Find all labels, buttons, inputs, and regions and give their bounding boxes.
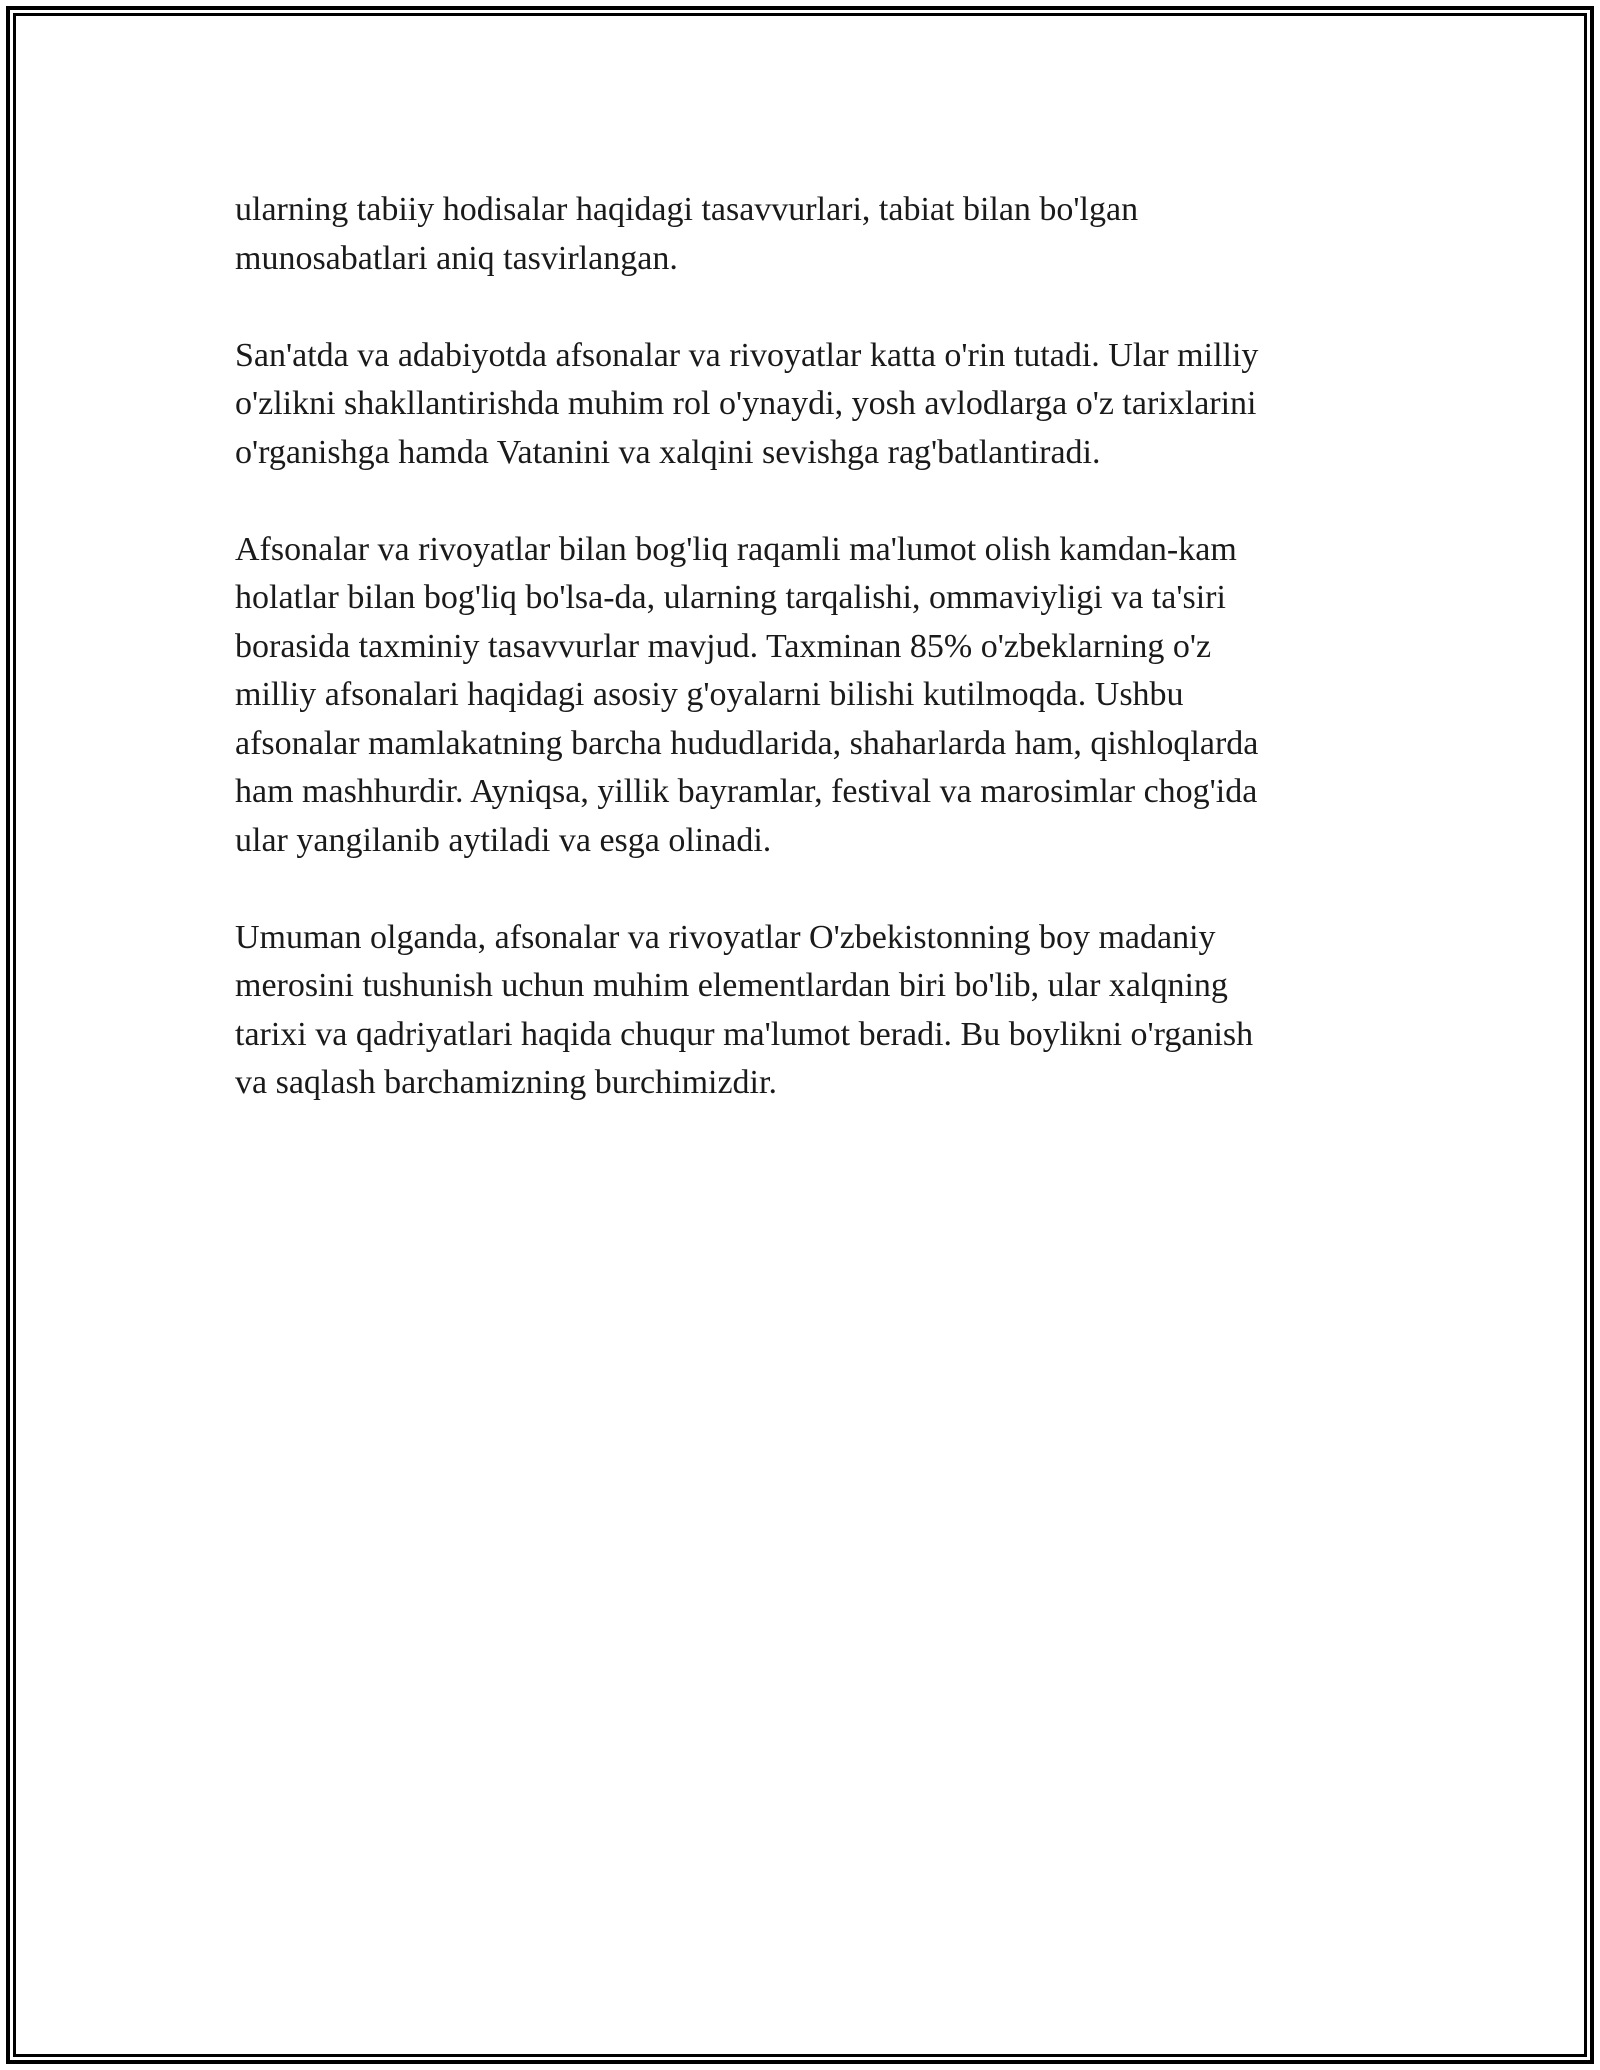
document-body	[235, 186, 1375, 1156]
paragraph-3: Afsonalar va rivoyatlar bilan bog'liq raqamli ma'lumot olish kamdan-kam holatlar bilan bog'liq bo'lsa-da, ularning tarqalishi, ommaviyligi va ta'siri borasida taxminiy tasavvurlar mavjud. Taxminan 85% o'zbeklarning o'z milliy afsonalari haqidagi asosiy g'oyalarni bilishi kutilmoqda. Ushbu afsonalar mamlakatning barcha hududlarida, shaharlarda ham, qishloqlarda ham mashhurdir. Ayniqsa, yillik bayramlar, festival va marosimlar chog'ida ular yangilanib aytiladi va esga olinadi.	[235, 530, 1259, 859]
paragraph-4: Umuman olganda, afsonalar va rivoyatlar O'zbekistonning boy madaniy merosini tushunish uchun muhim elementlardan biri bo'lib, ular xalqning tarixi va qadriyatlari haqida chuqur ma'lumot beradi. Bu boylikni o'rganish va saqlash barchamizning burchimizdir.	[235, 918, 1254, 1101]
paragraph-1: ularning tabiiy hodisalar haqidagi tasavvurlari, tabiat bilan bo'lgan munosabatlari aniq tasvirlangan.	[235, 191, 1139, 277]
paragraph-2: San'atda va adabiyotda afsonalar va rivoyatlar katta o'rin tutadi. Ular milliy o'zlikni shakllantirishda muhim rol o'ynaydi, yosh avlodlarga o'z tarixlarini o'rganishga hamda Vatanini va xalqini sevishga rag'batlantiradi.	[235, 336, 1259, 471]
